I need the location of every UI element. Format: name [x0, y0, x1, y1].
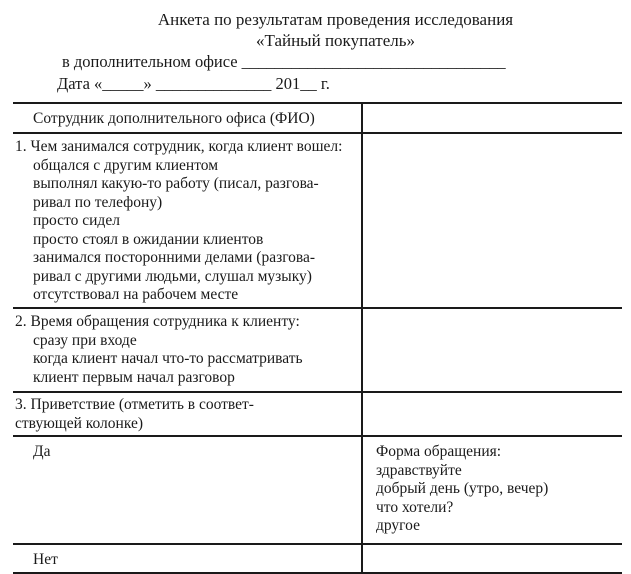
question-cell [13, 133, 362, 308]
text-line: здравствуйте [376, 461, 462, 479]
answer-cell [362, 308, 622, 392]
text-line: что хотели? [376, 498, 454, 516]
text-line: клиент первым начал разговор [33, 368, 235, 386]
question-cell [13, 103, 362, 133]
row-greeting-yes [13, 436, 622, 544]
row-employee-fio [13, 103, 622, 133]
question-cell [13, 392, 362, 436]
text-line: просто сидел [33, 212, 120, 229]
text-line: 3. Приветствие (отметить в соответ- [15, 396, 254, 413]
text-line: сразу при входе [33, 331, 137, 349]
text-line: выполнял какую-то работу (писал, разгова- [33, 175, 319, 192]
survey-table [13, 102, 622, 574]
text-line: занимался посторонними делами (разгова- [33, 249, 316, 266]
form-header [0, 0, 631, 95]
text-line: 2. Время обращения сотрудника к клиенту: [15, 313, 300, 330]
text-line: Нет [33, 551, 58, 568]
office-fill-in-line: в дополнительном офисе ________________________________ [62, 52, 506, 71]
row-greeting-no [13, 544, 622, 573]
text-line: другое [376, 517, 420, 534]
form-title-line2: «Тайный покупатель» [255, 31, 415, 50]
form-title-line1: Анкета по результатам проведения исследования [157, 10, 514, 29]
form-title [40, 9, 631, 51]
row-q2-approach-time [13, 308, 622, 392]
text-line: Да [33, 443, 51, 460]
answer-cell [362, 133, 622, 308]
text-line: отсутствовал на рабочем месте [33, 286, 239, 303]
question-cell [13, 544, 362, 573]
question-cell [13, 436, 362, 544]
text-line: общался с другим клиентом [33, 156, 219, 174]
question-cell [13, 308, 362, 392]
text-line: добрый день (утро, вечер) [376, 480, 549, 497]
text-line: Сотрудник дополнительного офиса (ФИО) [33, 110, 315, 127]
text-line: просто стоял в ожидании клиентов [33, 230, 264, 248]
row-q3-greeting [13, 392, 622, 436]
text-line: Форма обращения: [376, 443, 502, 460]
answer-cell [362, 103, 622, 133]
text-line: 1. Чем занимался сотрудник, когда клиент вошел: [15, 138, 343, 155]
answer-cell [362, 544, 622, 573]
row-q1-employee-activity [13, 133, 622, 308]
text-line: ривал по телефону) [33, 193, 163, 211]
text-line: ривал с другими людьми, слушал музыку) [33, 267, 312, 285]
answer-cell [362, 436, 622, 544]
date-fill-in-line: Дата «_____» ______________ 201__ г. [57, 74, 330, 93]
answer-cell [362, 392, 622, 436]
text-line: когда клиент начал что-то рассматривать [33, 350, 303, 367]
text-line: ствующей колонке) [15, 414, 144, 432]
